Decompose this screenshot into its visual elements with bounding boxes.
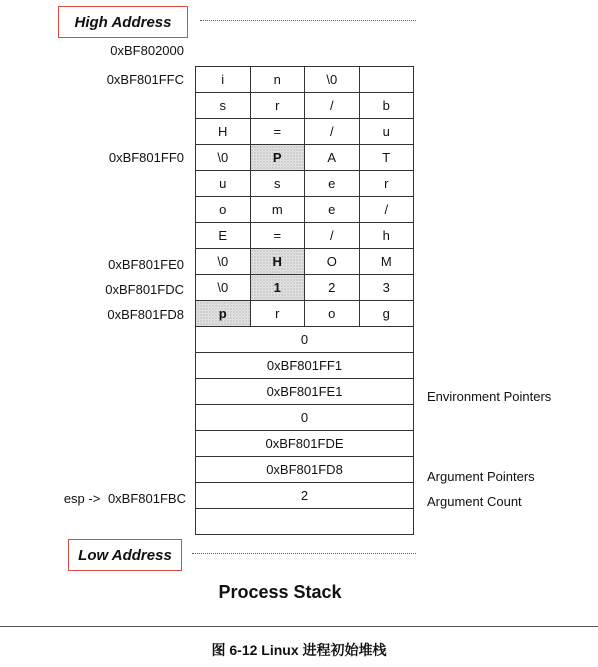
arg-count-label: Argument Count <box>427 494 522 509</box>
stack-word-cell: 0xBF801FF1 <box>196 353 414 379</box>
stack-word-cell <box>196 509 414 535</box>
low-address-label <box>68 539 182 571</box>
caption-rule <box>0 626 598 627</box>
esp-address: 0xBF801FBC <box>107 491 186 506</box>
char-row <box>196 275 414 301</box>
stack-byte-cell <box>359 67 414 93</box>
stack-byte-cell: H <box>196 119 251 145</box>
stack-byte-cell: r <box>250 93 305 119</box>
stack-byte-cell: T <box>359 145 414 171</box>
stack-byte-cell: s <box>196 93 251 119</box>
figure-caption: 图 6-12 Linux 进程初始堆栈 <box>211 642 387 658</box>
stack-word-cell: 0xBF801FD8 <box>196 457 414 483</box>
stack-word-cell: 0xBF801FDE <box>196 431 414 457</box>
stack-byte-cell: p <box>196 301 251 327</box>
stack-word-cell: 0 <box>196 405 414 431</box>
stack-byte-cell: P <box>250 145 305 171</box>
word-row <box>196 457 414 483</box>
stack-byte-cell: e <box>305 197 360 223</box>
stack-byte-cell: r <box>359 171 414 197</box>
stack-byte-cell: A <box>305 145 360 171</box>
env-pointers-label: Environment Pointers <box>427 389 552 404</box>
stack-byte-cell: b <box>359 93 414 119</box>
stack-byte-cell: i <box>196 67 251 93</box>
word-row <box>196 405 414 431</box>
top-address: 0xBF802000 <box>110 43 184 58</box>
char-row <box>196 67 414 93</box>
char-row <box>196 171 414 197</box>
char-row <box>196 197 414 223</box>
stack-table <box>195 66 414 535</box>
stack-byte-cell: 3 <box>359 275 414 301</box>
word-row <box>196 431 414 457</box>
stack-byte-cell: u <box>196 171 251 197</box>
diagram-title: Process Stack <box>218 582 342 602</box>
stack-byte-cell: 1 <box>250 275 305 301</box>
stack-byte-cell: / <box>359 197 414 223</box>
stack-byte-cell: u <box>359 119 414 145</box>
stack-byte-cell: o <box>305 301 360 327</box>
stack-byte-cell: h <box>359 223 414 249</box>
stack-word-cell: 0 <box>196 327 414 353</box>
word-row <box>196 483 414 509</box>
word-row <box>196 327 414 353</box>
char-row <box>196 93 414 119</box>
high-address-line <box>200 20 416 21</box>
low-address-line <box>192 553 416 554</box>
stack-byte-cell: \0 <box>196 249 251 275</box>
addr-fffc: 0xBF801FFC <box>106 72 184 87</box>
char-row <box>196 301 414 327</box>
stack-byte-cell: e <box>305 171 360 197</box>
word-row <box>196 353 414 379</box>
char-row <box>196 223 414 249</box>
stack-byte-cell: \0 <box>305 67 360 93</box>
arg-pointers-label: Argument Pointers <box>427 469 535 484</box>
stack-byte-cell: / <box>305 223 360 249</box>
low-address-text: Low Address <box>78 546 172 564</box>
addr-fd8: 0xBF801FD8 <box>107 307 184 322</box>
stack-byte-cell: H <box>250 249 305 275</box>
char-row <box>196 119 414 145</box>
stack-byte-cell: n <box>250 67 305 93</box>
high-address-label <box>58 6 188 38</box>
stack-byte-cell: \0 <box>196 275 251 301</box>
stack-byte-cell: / <box>305 119 360 145</box>
stack-word-cell: 0xBF801FE1 <box>196 379 414 405</box>
stack-byte-cell: s <box>250 171 305 197</box>
esp-label: esp -> <box>63 491 101 506</box>
char-row <box>196 249 414 275</box>
stack-byte-cell: m <box>250 197 305 223</box>
stack-byte-cell: = <box>250 223 305 249</box>
addr-fdc: 0xBF801FDC <box>105 282 184 297</box>
char-row <box>196 145 414 171</box>
stack-byte-cell: o <box>196 197 251 223</box>
stack-byte-cell: g <box>359 301 414 327</box>
high-address-text: High Address <box>74 13 172 31</box>
stack-byte-cell: E <box>196 223 251 249</box>
esp-pointer <box>36 491 186 506</box>
stack-byte-cell: / <box>305 93 360 119</box>
stack-byte-cell: = <box>250 119 305 145</box>
stack-byte-cell: 2 <box>305 275 360 301</box>
stack-byte-cell: M <box>359 249 414 275</box>
addr-fff0: 0xBF801FF0 <box>108 150 184 165</box>
stack-byte-cell: r <box>250 301 305 327</box>
word-row <box>196 509 414 535</box>
addr-fe0: 0xBF801FE0 <box>108 257 184 272</box>
stack-byte-cell: \0 <box>196 145 251 171</box>
stack-word-cell: 2 <box>196 483 414 509</box>
word-row <box>196 379 414 405</box>
stack-byte-cell: O <box>305 249 360 275</box>
